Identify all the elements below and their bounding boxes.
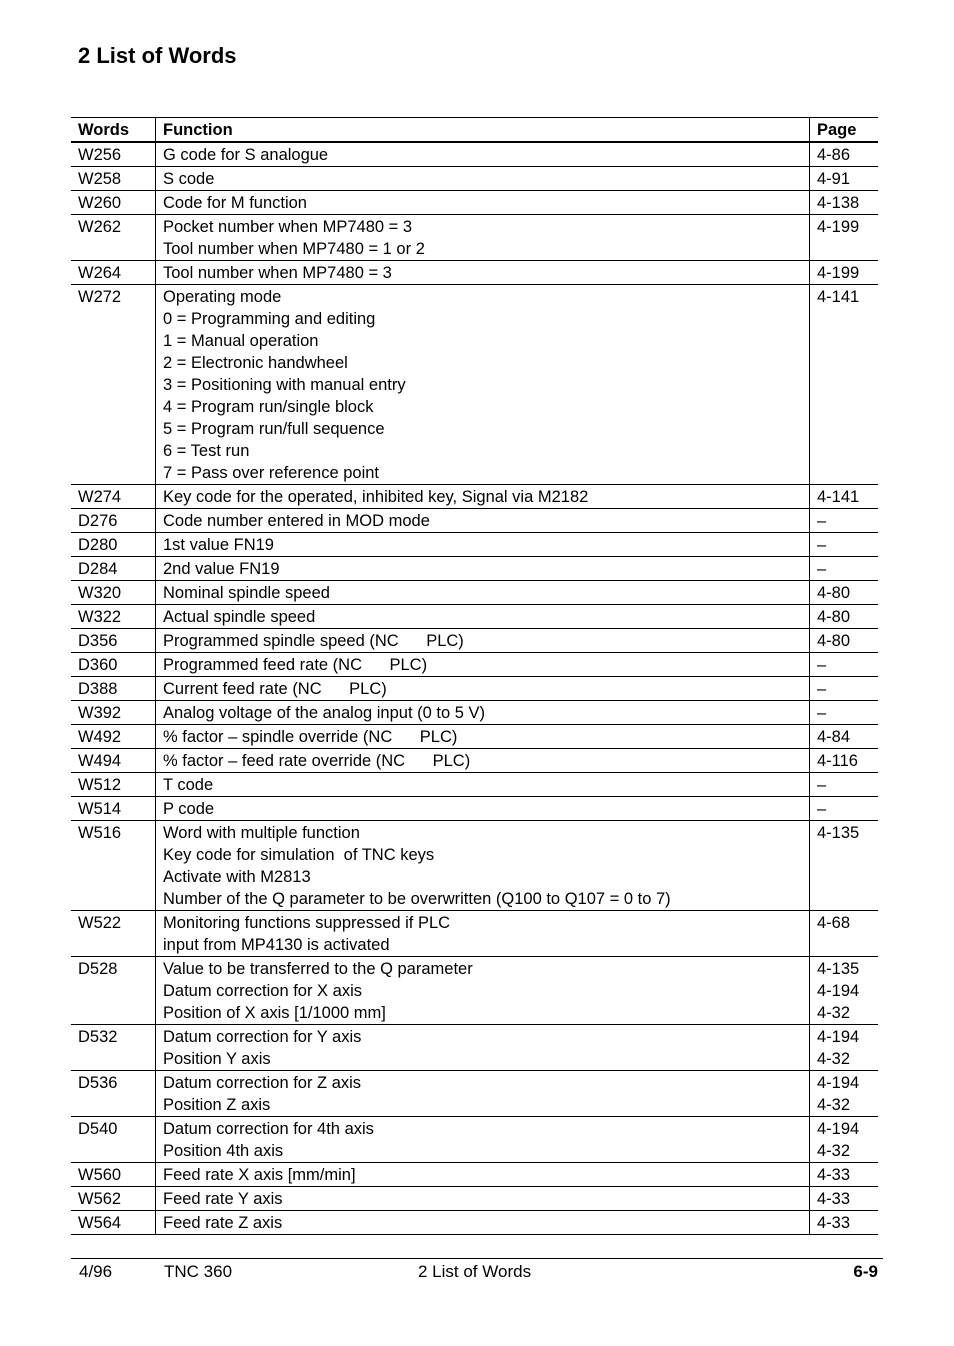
header-page: Page xyxy=(817,121,857,139)
page-cell xyxy=(810,1163,878,1186)
function-line: Feed rate Y axis xyxy=(163,1190,283,1208)
table-row xyxy=(71,653,878,677)
table-row xyxy=(71,725,878,749)
word-cell: D276 xyxy=(71,509,156,532)
page-ref: – xyxy=(817,800,827,818)
function-line: Actual spindle speed xyxy=(163,608,316,626)
page-ref: 4-194 xyxy=(817,982,860,1000)
footer-section: 2 List of Words xyxy=(418,1262,532,1281)
function-line: Programmed spindle speed (NC PLC) xyxy=(163,632,464,650)
function-cell xyxy=(156,797,810,820)
table-row xyxy=(71,629,878,653)
page-ref: 4-138 xyxy=(817,194,860,212)
function-line: input from MP4130 is activated xyxy=(163,936,390,954)
page-cell xyxy=(810,821,878,910)
table-row xyxy=(71,701,878,725)
page-cell xyxy=(810,533,878,556)
page-cell xyxy=(810,1025,878,1070)
function-cell xyxy=(156,911,810,956)
function-line: Position Z axis xyxy=(163,1096,271,1114)
function-line: Activate with M2813 xyxy=(163,868,311,886)
function-line: 3 = Positioning with manual entry xyxy=(163,376,406,394)
table-row xyxy=(71,581,878,605)
function-cell xyxy=(156,509,810,532)
function-line: Datum correction for Y axis xyxy=(163,1028,362,1046)
function-line: Monitoring functions suppressed if PLC xyxy=(163,914,451,932)
function-cell xyxy=(156,677,810,700)
word-cell: D360 xyxy=(71,653,156,676)
word-cell: W274 xyxy=(71,485,156,508)
table-row xyxy=(71,167,878,191)
function-cell xyxy=(156,1025,810,1070)
function-line: Tool number when MP7480 = 3 xyxy=(163,264,392,282)
function-line: Datum correction for X axis xyxy=(163,982,362,1000)
word-cell: W262 xyxy=(71,215,156,260)
table-row xyxy=(71,821,878,911)
page-cell xyxy=(810,215,878,260)
function-line: Datum correction for 4th axis xyxy=(163,1120,374,1138)
function-line: Position Y axis xyxy=(163,1050,271,1068)
word-cell: W320 xyxy=(71,581,156,604)
function-line: 4 = Program run/single block xyxy=(163,398,374,416)
page-ref: 4-33 xyxy=(817,1214,851,1232)
page-cell xyxy=(810,605,878,628)
function-line: Tool number when MP7480 = 1 or 2 xyxy=(163,240,425,258)
function-line: Pocket number when MP7480 = 3 xyxy=(163,218,413,236)
word-cell: D356 xyxy=(71,629,156,652)
table-body xyxy=(71,143,878,1235)
function-line: Analog voltage of the analog input (0 to 5 V) xyxy=(163,704,485,722)
function-line: 2 = Electronic handwheel xyxy=(163,354,348,372)
function-cell xyxy=(156,957,810,1024)
footer-model: TNC 360 xyxy=(164,1262,233,1281)
page-ref: 4-135 xyxy=(817,960,860,978)
page-ref: – xyxy=(817,536,827,554)
word-cell: W322 xyxy=(71,605,156,628)
function-line: Key code for the operated, inhibited key, Signal via M2182 xyxy=(163,488,589,506)
header-function: Function xyxy=(156,118,810,141)
function-cell xyxy=(156,605,810,628)
page-cell xyxy=(810,957,878,1024)
page-cell xyxy=(810,557,878,580)
page-cell xyxy=(810,725,878,748)
word-cell: D284 xyxy=(71,557,156,580)
function-line: Current feed rate (NC PLC) xyxy=(163,680,387,698)
word-cell: W392 xyxy=(71,701,156,724)
page-ref: 4-32 xyxy=(817,1050,851,1068)
page-ref: 4-84 xyxy=(817,728,851,746)
page-cell xyxy=(810,485,878,508)
table-row xyxy=(71,1117,878,1163)
header-words: Words xyxy=(71,118,156,141)
function-cell xyxy=(156,773,810,796)
word-cell: D528 xyxy=(71,957,156,1024)
page-ref: 4-32 xyxy=(817,1142,851,1160)
page-ref: 4-86 xyxy=(817,146,851,164)
page-ref: – xyxy=(817,680,827,698)
page-cell xyxy=(810,1211,878,1234)
page-ref: – xyxy=(817,560,827,578)
table-row xyxy=(71,191,878,215)
table-row xyxy=(71,911,878,957)
function-line: G code for S analogue xyxy=(163,146,329,164)
word-cell: W522 xyxy=(71,911,156,956)
function-line: P code xyxy=(163,800,215,818)
function-cell xyxy=(156,215,810,260)
function-line: Feed rate X axis [mm/min] xyxy=(163,1166,356,1184)
function-cell xyxy=(156,1117,810,1162)
page-cell xyxy=(810,797,878,820)
function-line: Position of X axis [1/1000 mm] xyxy=(163,1004,386,1022)
page-cell xyxy=(810,581,878,604)
function-line: Feed rate Z axis xyxy=(163,1214,283,1232)
function-line: Nominal spindle speed xyxy=(163,584,330,602)
function-line: % factor – spindle override (NC PLC) xyxy=(163,728,458,746)
page-ref: 4-199 xyxy=(817,218,860,236)
word-cell: W264 xyxy=(71,261,156,284)
table-row xyxy=(71,677,878,701)
page-ref: 4-194 xyxy=(817,1074,860,1092)
function-line: Programmed feed rate (NC PLC) xyxy=(163,656,428,674)
function-line: Key code for simulation of TNC keys xyxy=(163,846,435,864)
word-cell: W562 xyxy=(71,1187,156,1210)
page-cell xyxy=(810,677,878,700)
table-row xyxy=(71,261,878,285)
page-ref: 4-68 xyxy=(817,914,851,932)
function-line: Value to be transferred to the Q parameter xyxy=(163,960,473,978)
page-cell xyxy=(810,285,878,484)
function-line: 0 = Programming and editing xyxy=(163,310,376,328)
page-cell xyxy=(810,1187,878,1210)
function-line: 1st value FN19 xyxy=(163,536,274,554)
function-line: 7 = Pass over reference point xyxy=(163,464,379,482)
word-cell: W260 xyxy=(71,191,156,214)
page-cell xyxy=(810,167,878,190)
word-cell: D536 xyxy=(71,1071,156,1116)
table-row xyxy=(71,143,878,167)
page-ref: 4-194 xyxy=(817,1120,860,1138)
page-cell xyxy=(810,191,878,214)
table-row xyxy=(71,1187,878,1211)
page-cell xyxy=(810,143,878,166)
function-line: Number of the Q parameter to be overwritten (Q100 to Q107 = 0 to 7) xyxy=(163,890,671,908)
word-cell: W560 xyxy=(71,1163,156,1186)
footer-rule xyxy=(71,1258,883,1259)
word-cell: W272 xyxy=(71,285,156,484)
word-cell: D540 xyxy=(71,1117,156,1162)
table-row xyxy=(71,797,878,821)
page-ref: – xyxy=(817,776,827,794)
word-cell: W516 xyxy=(71,821,156,910)
function-cell xyxy=(156,485,810,508)
word-cell: W256 xyxy=(71,143,156,166)
page-cell xyxy=(810,629,878,652)
table-row xyxy=(71,215,878,261)
function-line: T code xyxy=(163,776,214,794)
page-cell xyxy=(810,1071,878,1116)
function-line: Position 4th axis xyxy=(163,1142,284,1160)
page-cell xyxy=(810,701,878,724)
word-cell: D280 xyxy=(71,533,156,556)
function-line: 6 = Test run xyxy=(163,442,250,460)
function-line: S code xyxy=(163,170,215,188)
function-cell xyxy=(156,749,810,772)
table-row xyxy=(71,749,878,773)
function-cell xyxy=(156,143,810,166)
page-cell xyxy=(810,749,878,772)
function-line: % factor – feed rate override (NC PLC) xyxy=(163,752,471,770)
page-title: 2 List of Words xyxy=(78,43,237,68)
word-cell: D532 xyxy=(71,1025,156,1070)
function-cell xyxy=(156,191,810,214)
footer-date: 4/96 xyxy=(79,1262,113,1281)
function-cell xyxy=(156,581,810,604)
function-cell xyxy=(156,701,810,724)
function-cell xyxy=(156,167,810,190)
page-cell xyxy=(810,509,878,532)
table-row xyxy=(71,509,878,533)
word-cell: W494 xyxy=(71,749,156,772)
table-row xyxy=(71,605,878,629)
page-ref: 4-141 xyxy=(817,488,860,506)
page-ref: 4-199 xyxy=(817,264,860,282)
page-ref: – xyxy=(817,656,827,674)
function-cell xyxy=(156,261,810,284)
table-row xyxy=(71,957,878,1025)
page-cell xyxy=(810,911,878,956)
word-cell: W258 xyxy=(71,167,156,190)
page-ref: 4-116 xyxy=(817,752,858,770)
page-ref: 4-141 xyxy=(817,288,860,306)
table-row xyxy=(71,557,878,581)
function-cell xyxy=(156,557,810,580)
function-line: Word with multiple function xyxy=(163,824,360,842)
function-line: Datum correction for Z axis xyxy=(163,1074,362,1092)
page-cell xyxy=(810,1117,878,1162)
table-row xyxy=(71,1211,878,1235)
table-row xyxy=(71,1025,878,1071)
words-table xyxy=(71,117,878,1235)
page-cell xyxy=(810,653,878,676)
page-ref: 4-33 xyxy=(817,1166,851,1184)
word-cell: W512 xyxy=(71,773,156,796)
page-ref: 4-32 xyxy=(817,1004,851,1022)
page-ref: 4-32 xyxy=(817,1096,851,1114)
function-cell xyxy=(156,533,810,556)
function-cell xyxy=(156,285,810,484)
table-row xyxy=(71,1071,878,1117)
function-cell xyxy=(156,1187,810,1210)
function-line: 2nd value FN19 xyxy=(163,560,280,578)
word-cell: W564 xyxy=(71,1211,156,1234)
page-ref: 4-194 xyxy=(817,1028,860,1046)
word-cell: D388 xyxy=(71,677,156,700)
function-cell xyxy=(156,1163,810,1186)
function-line: 1 = Manual operation xyxy=(163,332,319,350)
page-ref: 4-80 xyxy=(817,608,851,626)
page-ref: 4-33 xyxy=(817,1190,851,1208)
page-ref: – xyxy=(817,512,827,530)
function-cell xyxy=(156,629,810,652)
word-cell: W492 xyxy=(71,725,156,748)
function-cell xyxy=(156,725,810,748)
function-line: 5 = Program run/full sequence xyxy=(163,420,385,438)
page-ref: 4-135 xyxy=(817,824,860,842)
page-cell xyxy=(810,773,878,796)
footer-page-number: 6-9 xyxy=(853,1262,878,1281)
table-row xyxy=(71,285,878,485)
function-line: Operating mode xyxy=(163,288,282,306)
page-ref: 4-80 xyxy=(817,584,851,602)
function-line: Code number entered in MOD mode xyxy=(163,512,430,530)
page-cell xyxy=(810,261,878,284)
page-ref: – xyxy=(817,704,827,722)
table-row xyxy=(71,533,878,557)
table-row xyxy=(71,773,878,797)
word-cell: W514 xyxy=(71,797,156,820)
function-line: Code for M function xyxy=(163,194,307,212)
table-header xyxy=(71,117,878,143)
table-row xyxy=(71,1163,878,1187)
page-ref: 4-80 xyxy=(817,632,851,650)
page-ref: 4-91 xyxy=(817,170,851,188)
function-cell xyxy=(156,653,810,676)
table-row xyxy=(71,485,878,509)
function-cell xyxy=(156,1211,810,1234)
function-cell xyxy=(156,1071,810,1116)
function-cell xyxy=(156,821,810,910)
